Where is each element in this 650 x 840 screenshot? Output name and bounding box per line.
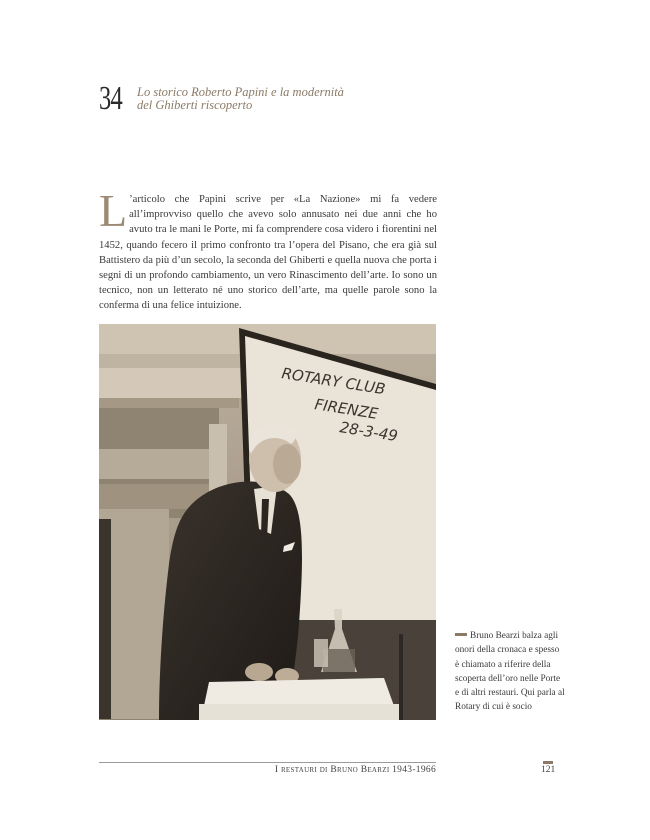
- chapter-title-line-2: del Ghiberti riscoperto: [137, 98, 253, 112]
- chapter-number: 34: [99, 80, 123, 117]
- board-text-3: 28-3-49: [338, 418, 400, 446]
- page-number: 121: [541, 765, 556, 775]
- caption-marker: [455, 633, 467, 636]
- board-text-1: ROTARY CLUB: [280, 364, 387, 399]
- chapter-title: [137, 86, 437, 112]
- photo-caption: [455, 629, 565, 715]
- drop-cap: L: [99, 185, 128, 236]
- board-text-2: FIRENZE: [313, 395, 380, 423]
- chapter-title-line-1: Lo storico Roberto Papini e la modernità: [137, 85, 344, 99]
- footer-divider: [99, 762, 436, 763]
- caption-text: Bruno Bearzi balza agli onori della cronaca e spesso è chiamato a riferire della scoperta dell’oro nelle Porte e di altri restauri. Qui parla al Rotary di cui è socio: [455, 631, 565, 713]
- page-number-marker: [543, 761, 553, 764]
- body-paragraph: [99, 185, 437, 314]
- body-text: ’articolo che Papini scrive per «La Nazione» mi fa vedere all’improvviso quello che avevo solo annusato nei due anni che ho avuto tra le mani le Porte, mi fa comprendere cosa videro i fiorentini nel 1452, quando fecero il primo confronto tra l’opera del Pisano, che era già sul Battistero da più d’un secolo, la seconda del Ghiberti e quella nuova che porta i segni di un profondo cambiamento, un vero Rinascimento dell’arte. Io sono un tecnico, non un letterato né uno storico dell’arte, ma quelle parole sono la conferma di una felice intuizione.: [99, 194, 437, 312]
- running-head-text: I restauri di Bruno Bearzi 1943-1966: [274, 765, 436, 775]
- running-head: [99, 765, 436, 775]
- historical-photo: [99, 324, 436, 720]
